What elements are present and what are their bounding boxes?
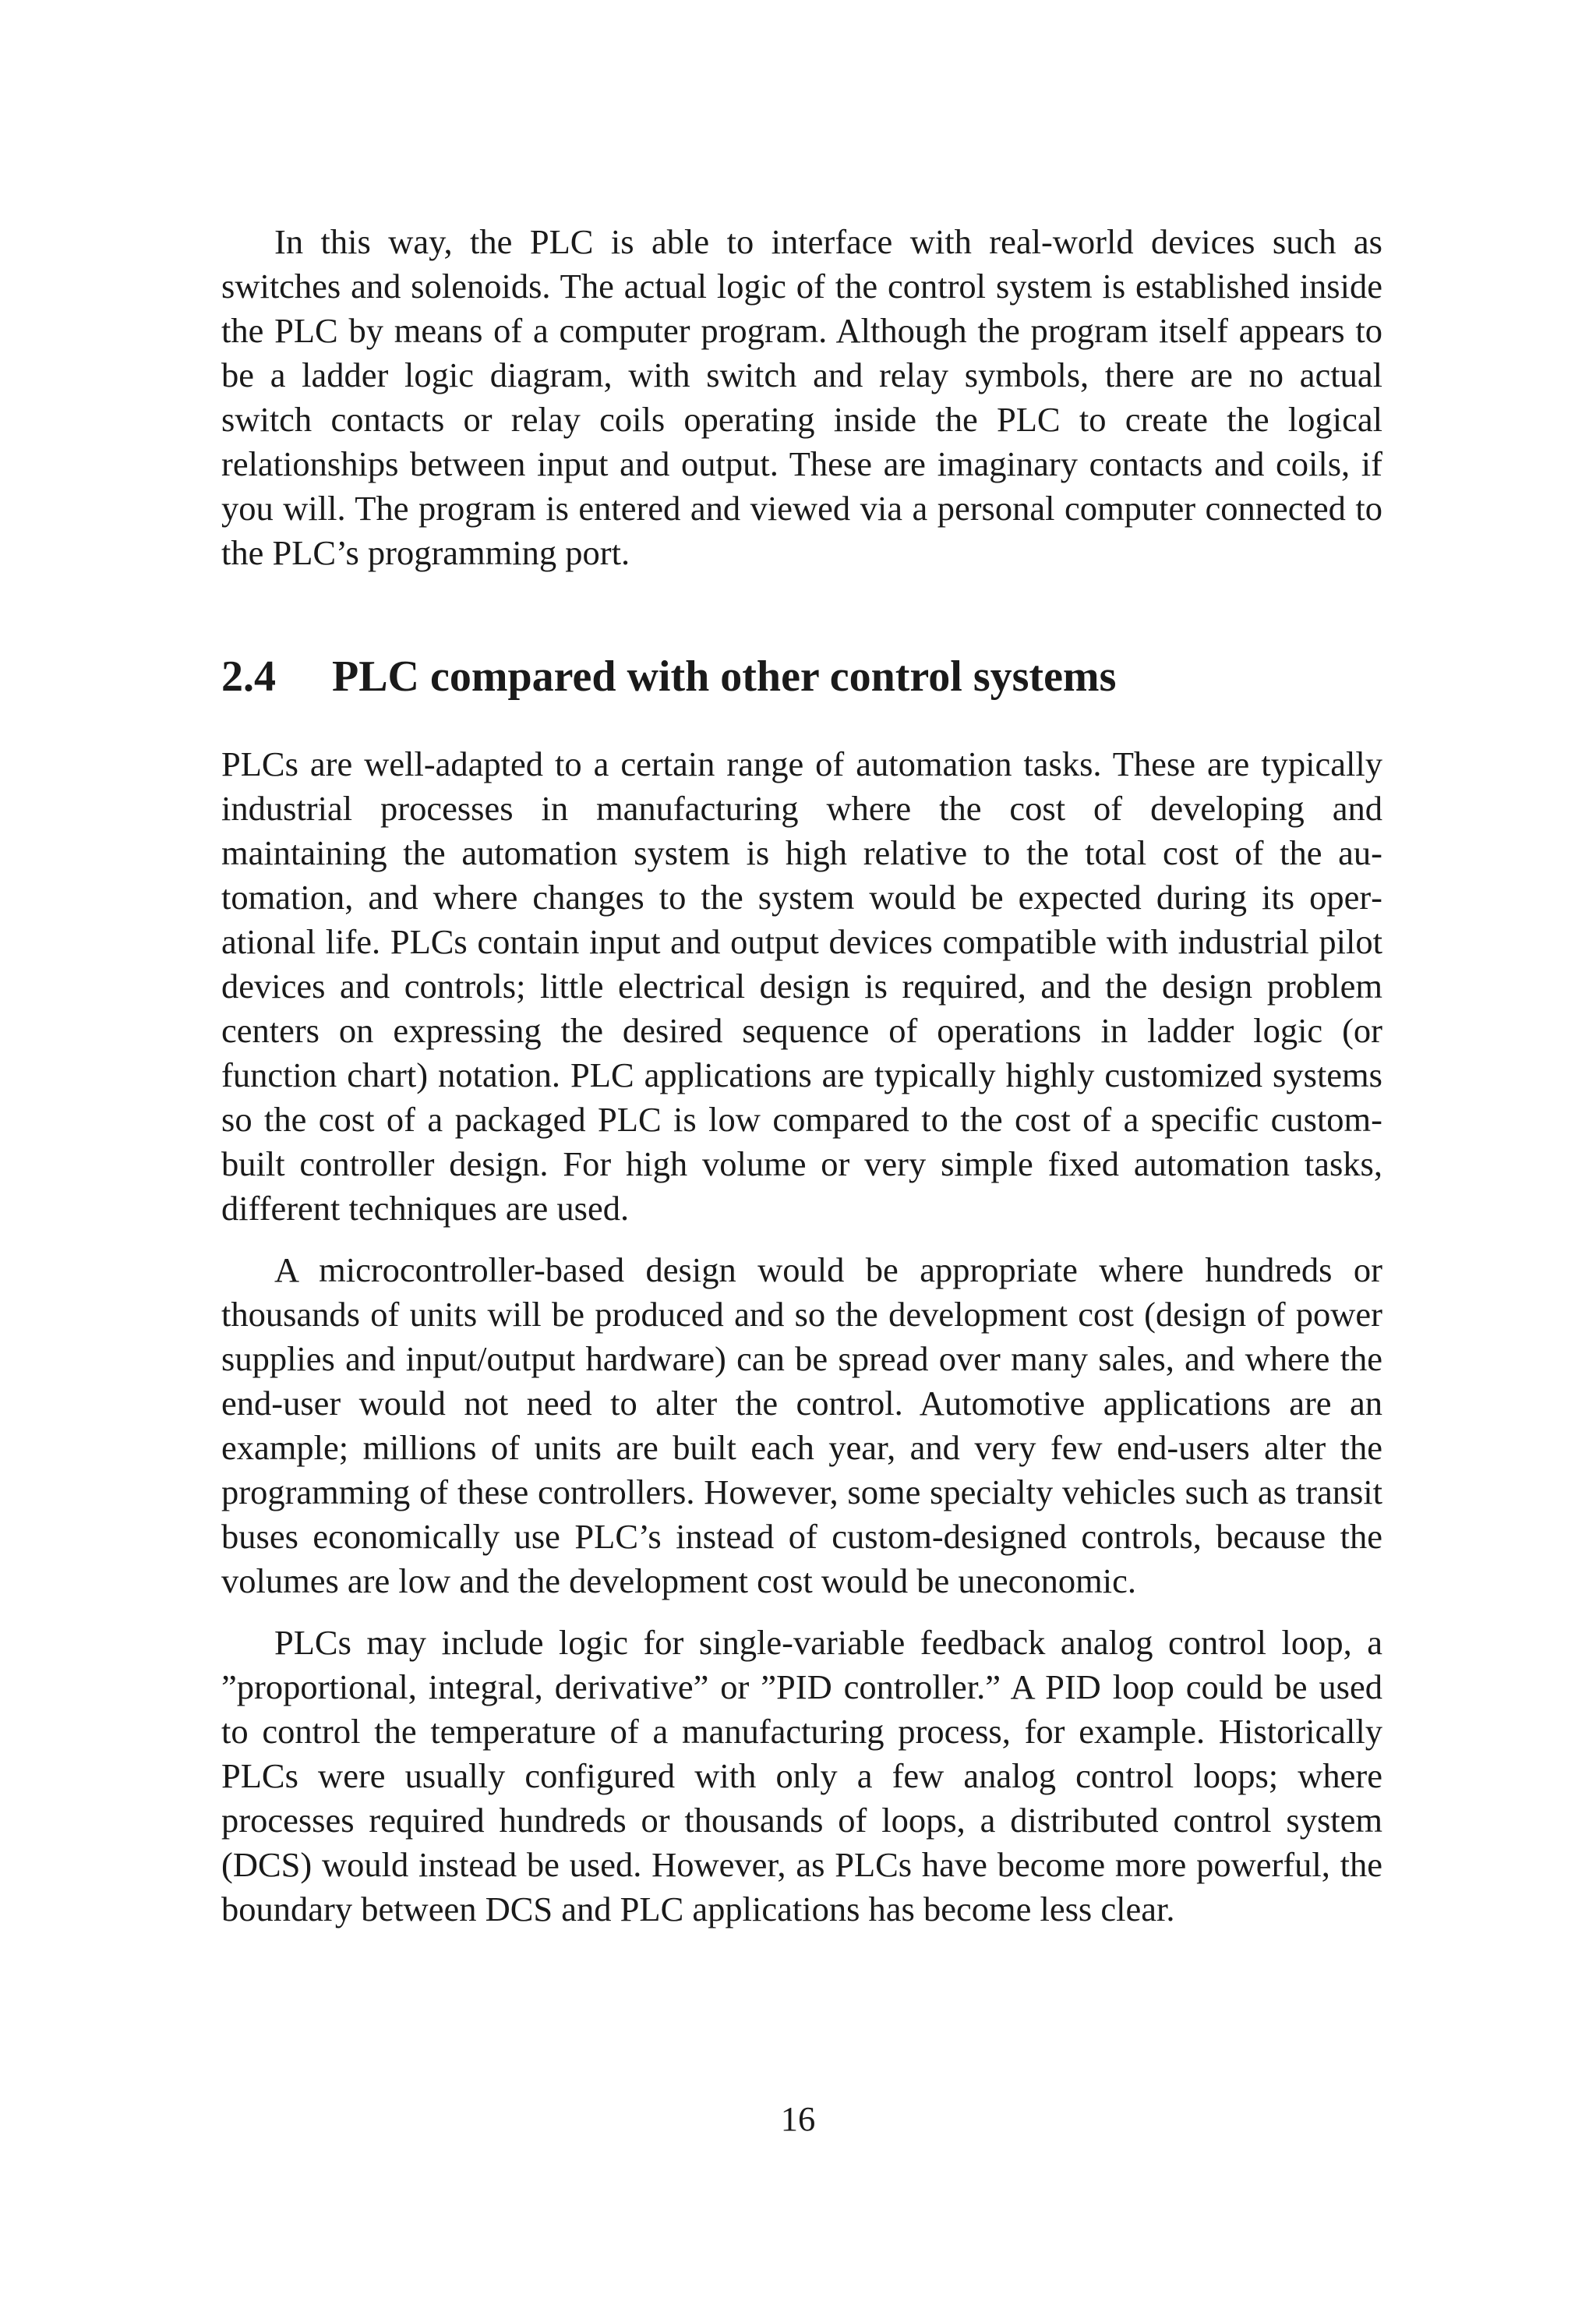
section-paragraph-3: PLCs may include logic for single-variable feedback analog control loop, a ”proportional, integral, derivative” or ”PID controller.” A PID loop could be used to control the temperature of a manufacturing process, for example. Historically PLCs were usually configured with only a few analog control loops; where processes required hundreds or thousands of loops, a distributed control system (DCS) would instead be used. However, as PLCs have become more powerful, the boundary between DCS and PLC applications has become less clear. — [221, 1623, 1382, 1928]
section-title: PLC compared with other control systems — [332, 652, 1117, 701]
section-heading — [221, 652, 1382, 702]
section-paragraph-2: A microcontroller-based design would be appropriate where hundreds or thousands of units will be produced and so the development cost (design of power supplies and input/output hardware) can be spread over many sales, and where the end-user would not need to alter the control. Automotive applications are an example; millions of units are built each year, and very few end-users alter the programming of these controllers. However, some specialty vehicles such as transit buses economically use PLC’s instead of custom-designed controls, because the volumes are low and the development cost would be uneconomic. — [221, 1250, 1382, 1600]
intro-paragraph: In this way, the PLC is able to interface with real-world devices such as switches and solenoids. The actual logic of the control system is established inside the PLC by means of a computer program. Although the program itself appears to be a ladder logic diagram, with switch and relay symbols, there are no actual switch contacts or relay coils operating inside the PLC to create the logical relationships between input and output. These are imaginary contacts and coils, if you will. The program is entered and viewed via a personal computer connected to the PLC’s programming port. — [221, 222, 1382, 572]
section-paragraph-1: PLCs are well-adapted to a certain range of automation tasks. These are typically industrial processes in manufacturing where the cost of developing and maintaining the automation system is high relative to the total cost of the automation, and where changes to the system would be expected during its operational life. PLCs contain input and output devices compatible with industrial pilot devices and controls; little electrical design is required, and the design problem centers on expressing the desired sequence of operations in ladder logic (or function chart) notation. PLC applications are typically highly customized systems so the cost of a packaged PLC is low compared to the cost of a specific custom-built controller design. For high volume or very simple fixed automation tasks, different techniques are used. — [221, 744, 1382, 1228]
section-number: 2.4 — [221, 652, 276, 701]
page-number: 16 — [780, 2099, 816, 2138]
page-body — [221, 220, 1382, 1932]
